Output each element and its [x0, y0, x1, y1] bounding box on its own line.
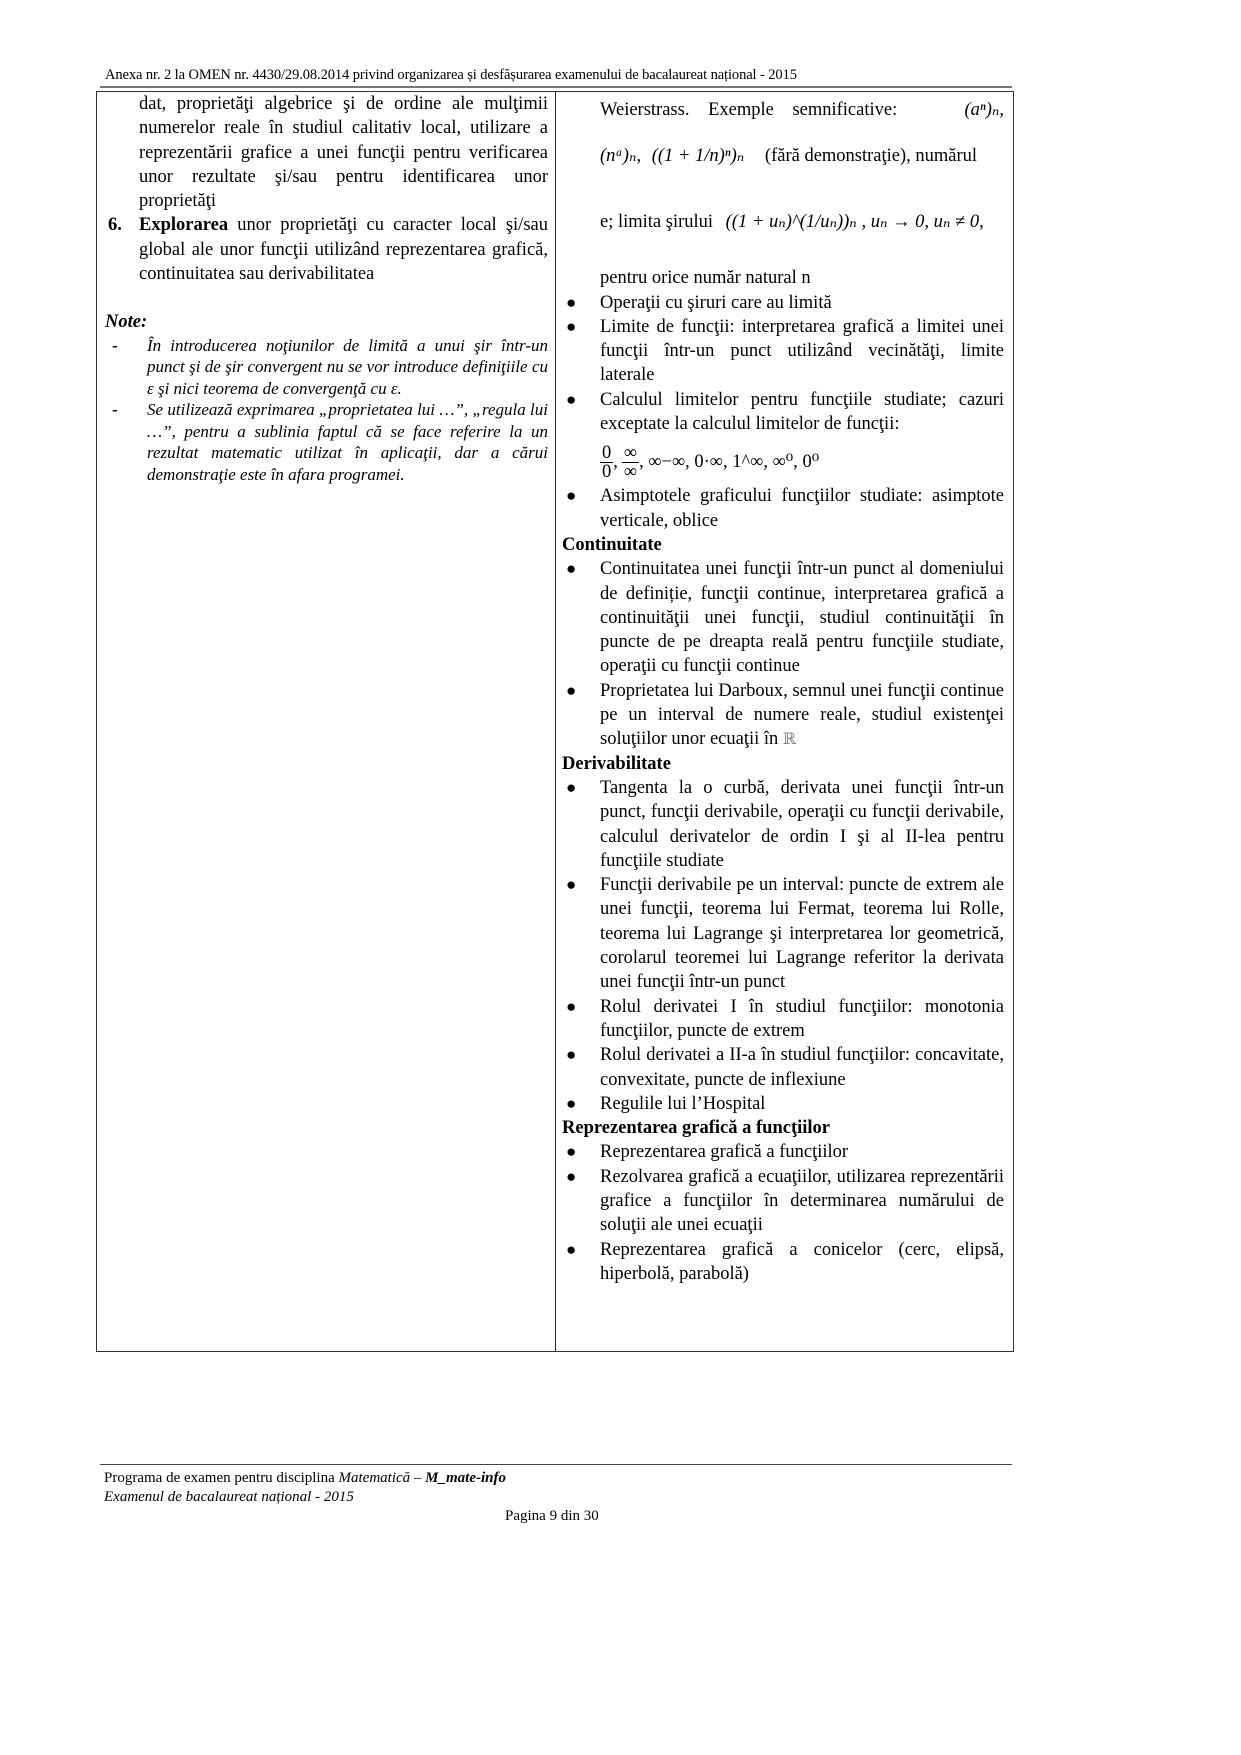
notes-title: Note: — [105, 312, 148, 333]
bullet-icon: ● — [566, 1239, 577, 1259]
bullet-icon: ● — [566, 1142, 577, 1162]
bullet-icon: ● — [566, 875, 577, 895]
footer-divider — [100, 1464, 1012, 1465]
un-conditions: , uₙ → 0, uₙ ≠ 0, — [861, 212, 984, 233]
list-item — [564, 873, 1004, 994]
fraction-inf-over-inf: $\frac{\infty}{\infty}$ — [623, 442, 638, 482]
continued-competency: dat, proprietăţi algebrice şi de ordine ale mulţimii numerelor reale în studiul calitativ local, utilizare a reprezentării grafice a unei funcţii pentru verificarea unor rezultate şi/sau pentru identificarea unor proprietăţi — [139, 94, 548, 212]
bullet-icon: ● — [566, 316, 577, 336]
page-number: Pagina 9 din 30 — [505, 1508, 599, 1524]
competencies-column — [105, 92, 548, 485]
item-text: Regulile lui l’Hospital — [600, 1093, 766, 1114]
item-text: Continuitatea unei funcţii într-un punct al domeniului de definiție, funcţii continue, interpretarea grafică a continuităţii unei funcţii, studiul continuităţii în puncte de pe dreapta reală pentru funcţiile studiate, operaţii cu funcţii continue — [600, 559, 1004, 677]
footer-prefix: Programa de examen pentru disciplina — [104, 1470, 339, 1486]
note-item — [105, 399, 548, 485]
real-numbers-symbol: ℝ — [782, 729, 797, 749]
bullet-icon: ● — [566, 996, 577, 1016]
item-text: Operaţii cu şiruri care au limită — [600, 292, 832, 313]
list-item — [564, 1165, 1004, 1238]
bullet-icon: ● — [566, 1093, 577, 1113]
section-title-derivabilitate: Derivabilitate — [562, 753, 671, 774]
footer-subject: Matematică — [338, 1470, 411, 1486]
footer-profile: M_mate-info — [425, 1470, 507, 1486]
item-keyword: Explorarea — [139, 215, 229, 236]
footer-line-1 — [104, 1469, 506, 1488]
item-text: Reprezentarea grafică a funcţiilor — [600, 1142, 849, 1163]
list-item — [564, 1238, 1004, 1287]
note-item — [105, 335, 548, 400]
exception-list: , ∞−∞, 0·∞, 1^∞, ∞⁰, 0⁰ — [639, 452, 820, 473]
bullet-icon: ● — [566, 559, 577, 579]
math-seq-a-pow-n: (aⁿ)ₙ, — [964, 100, 1004, 120]
list-item — [564, 1043, 1004, 1092]
bullet-icon: ● — [566, 1166, 577, 1186]
bullet-icon: ● — [566, 680, 577, 700]
seq2: (nᵃ)ₙ — [600, 146, 637, 167]
item-text: unor proprietăţi cu caracter local şi/sau global ale unor funcţii utilizând reprezentarea grafică, continuitatea sau derivabilitatea — [139, 215, 548, 285]
page-header: Anexa nr. 2 la OMEN nr. 4430/29.08.2014 privind organizarea și desfășurarea examenului de bacalaureat național - 2015 — [105, 67, 797, 83]
seq1: (aⁿ)ₙ — [964, 100, 1000, 120]
item-number: 6. — [108, 215, 122, 236]
list-item — [564, 557, 1004, 678]
item-text: Limite de funcţii: interpretarea grafică a limitei unei funcţii într-un punct utilizând vecinătăţi, limite laterale — [600, 316, 1004, 386]
list-item — [564, 679, 1004, 752]
bullet-icon: ● — [566, 1045, 577, 1065]
dash-marker: - — [112, 400, 118, 420]
list-item — [564, 291, 1004, 315]
list-item — [564, 484, 1004, 533]
seq4: ((1 + uₙ)^(1/uₙ))ₙ — [725, 212, 857, 233]
section-title-reprezentarea-grafica: Reprezentarea grafică a funcţiilor — [562, 1118, 830, 1139]
item-text: Reprezentarea grafică a conicelor (cerc, elipsă, hiperbolă, parabolă) — [600, 1239, 1004, 1284]
natural-n-line: pentru orice număr natural n — [600, 268, 811, 289]
item-text: Calculul limitelor pentru funcţiile studiate; cazuri exceptate la calculul limitelor de funcţii: — [600, 389, 1004, 435]
list-item — [564, 776, 1004, 873]
e-limit-row — [564, 210, 1004, 254]
bullet-icon: ● — [566, 777, 577, 797]
fraction-0-over-0: $\frac{0}{0}$ — [602, 442, 612, 482]
item-text: Tangenta la o curbă, derivata unei funcţii într-un punct, funcţii derivabile, operaţii cu funcţii derivabile, calculul derivatelor de ordin I şi al II-lea pentru funcţiile studiate — [600, 777, 1004, 871]
weierstrass-text: Weierstrass. Exemple semnificative: — [600, 100, 898, 120]
examples-note: (fără demonstraţie), numărul — [764, 146, 978, 167]
item-text: Asimptotele graficului funcţiilor studiate: asimptote verticale, oblice — [600, 486, 1004, 531]
column-divider — [555, 92, 556, 1351]
item-text: Funcţii derivabile pe un interval: puncte de extrem ale unei funcţii, teorema lui Fermat, teorema lui Rolle, teorema lui Lagrange şi interpretarea lor geometrică, corolarul teoremei lui Lagrange referitor la derivata unei funcţii într-un punct — [600, 875, 1004, 993]
weierstrass-row — [564, 98, 1004, 122]
header-divider — [100, 86, 1012, 88]
contents-column — [564, 92, 1004, 1286]
list-item — [564, 315, 1004, 388]
bullet-icon: ● — [566, 292, 577, 312]
item-text: Rezolvarea grafică a ecuaţiilor, utilizarea reprezentării grafice a funcţiilor în determinarea numărului de soluţii ale unei ecuaţii — [600, 1166, 1004, 1236]
dash-marker: - — [112, 335, 118, 355]
item-text: Rolul derivatei a II-a în studiul funcţiilor: concavitate, convexitate, puncte de inflexiune — [600, 1045, 1004, 1090]
list-item — [564, 388, 1004, 485]
section-title-continuitate: Continuitate — [562, 534, 662, 555]
list-item — [564, 995, 1004, 1044]
e-limit-prefix: e; limita şirului — [600, 212, 714, 233]
list-item — [564, 1092, 1004, 1116]
note-text: Se utilizează exprimarea „proprietatea lui …”, „regula lui …”, pentru a sublinia faptul că se face referire la un rezultat matematic utilizat în aplicaţii, dar a cărui demonstraţie este în afara programei. — [147, 400, 548, 484]
bullet-icon: ● — [566, 389, 577, 409]
curriculum-table — [96, 91, 1014, 1352]
exception-cases: $\frac{0}{0}$ , $\frac{\infty}{\infty}$ , ∞−∞, 0·∞, 1^∞, ∞⁰, 0⁰ — [602, 442, 820, 482]
list-item — [564, 1140, 1004, 1164]
footer-dash: – — [410, 1470, 426, 1486]
item-text: Proprietatea lui Darboux, semnul unei funcţii continue pe un interval de numere reale, studiul existenţei soluţiilor unor ecuaţii în — [600, 680, 1004, 750]
competency-item-6 — [105, 213, 548, 286]
examples-row: (nᵃ)ₙ, ((1 + 1/n)ⁿ)ₙ (fără demonstraţie), numărul — [600, 146, 978, 167]
footer-line-2: Examenul de bacalaureat național - 2015 — [104, 1489, 354, 1505]
note-text: În introducerea noţiunilor de limită a unui şir într-un punct şi de şir convergent nu se vor introduce definiţiile cu ε şi nici teorema de convergenţă cu ε. — [147, 335, 548, 398]
bullet-icon: ● — [566, 486, 577, 506]
page-footer — [104, 1469, 506, 1507]
seq3: ((1 + 1/n)ⁿ)ₙ — [651, 146, 745, 167]
item-text: Rolul derivatei I în studiul funcţiilor: monotonia funcţiilor, puncte de extrem — [600, 996, 1004, 1041]
